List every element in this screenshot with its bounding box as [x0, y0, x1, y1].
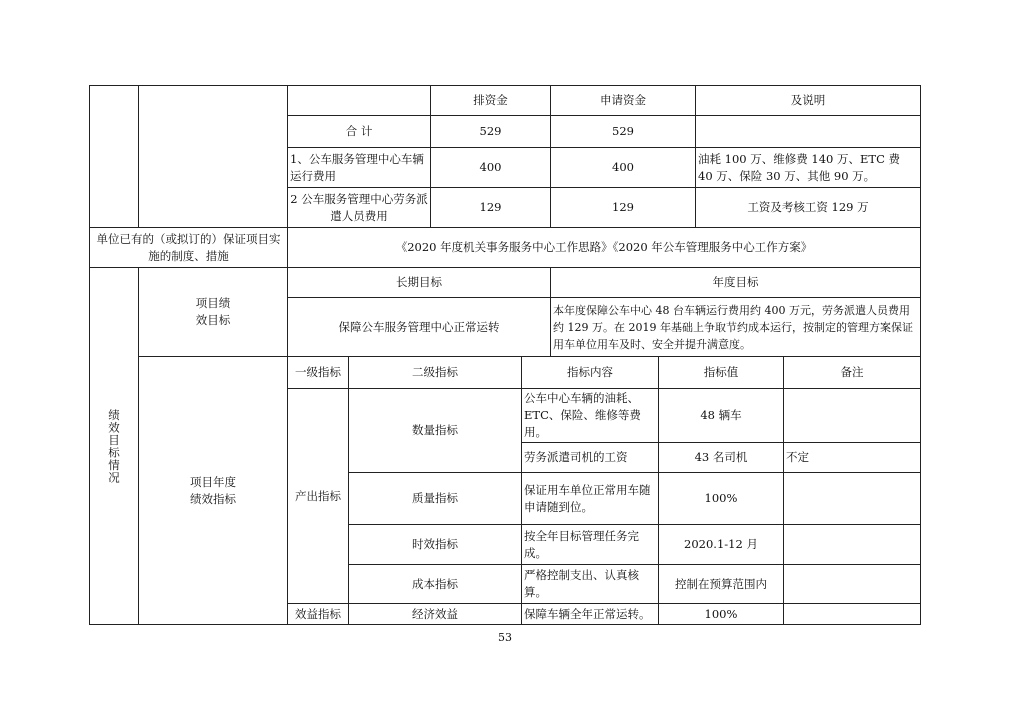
item-labor-arranged: 129	[430, 187, 550, 227]
total-label: 合 计	[287, 115, 430, 147]
header-applied-funds: 申请资金	[550, 85, 695, 115]
item-labor-applied: 129	[550, 187, 695, 227]
blank-cell-col1	[89, 85, 138, 227]
goal-label-text: 项目绩效目标	[195, 296, 231, 327]
indicator-note	[783, 603, 920, 624]
item-vehicle-applied: 400	[550, 147, 695, 187]
table-bottom-border	[89, 624, 921, 625]
header-notes: 及说明	[695, 85, 920, 115]
performance-side-label	[89, 267, 138, 624]
guarantee-label: 单位已有的（或拟订的）保证项目实施的制度、措施	[89, 227, 287, 267]
performance-side-text: 绩效目标情况	[107, 408, 121, 484]
header-level1: 一级指标	[287, 356, 348, 388]
indicator-content: 保证用车单位正常用车随申请随到位。	[521, 472, 658, 524]
indicator-note	[783, 388, 920, 442]
indicator-label-text: 项目年度绩效指标	[190, 474, 236, 506]
indicator-value: 100%	[658, 603, 783, 624]
goal-label	[138, 267, 287, 356]
blank-header-cell	[287, 85, 430, 115]
indicator-value: 43 名司机	[658, 442, 783, 472]
item-vehicle-arranged: 400	[430, 147, 550, 187]
indicator-note: 不定	[783, 442, 920, 472]
indicator-note	[783, 524, 920, 564]
item-labor-cost: 2 公车服务管理中心劳务派遣人员费用	[287, 187, 430, 227]
header-content: 指标内容	[521, 356, 658, 388]
indicator-label	[138, 356, 287, 624]
header-note: 备注	[783, 356, 920, 388]
item-labor-note: 工资及考核工资 129 万	[695, 187, 920, 227]
quality-indicator: 质量指标	[348, 472, 521, 524]
indicator-value: 控制在预算范围内	[658, 564, 783, 603]
output-indicator-label: 产出指标	[287, 388, 348, 603]
long-term-goal: 保障公车服务管理中心正常运转	[287, 297, 550, 356]
benefit-indicator-label: 效益指标	[287, 603, 348, 624]
timeliness-indicator: 时效指标	[348, 524, 521, 564]
economic-benefit-indicator: 经济效益	[348, 603, 521, 624]
indicator-value: 2020.1-12 月	[658, 524, 783, 564]
indicator-note	[783, 472, 920, 524]
item-vehicle-cost: 1、公车服务管理中心车辆运行费用	[287, 147, 430, 187]
indicator-content: 按全年目标管理任务完成。	[521, 524, 658, 564]
annual-header: 年度目标	[550, 267, 920, 297]
quantity-indicator: 数量指标	[348, 388, 521, 472]
annual-goal: 本年度保障公车中心 48 台车辆运行费用约 400 万元，劳务派遣人员费用约 129 万。在 2019 年基础上争取节约成本运行，按制定的管理方案保证用车单位用车及时、安全并提升满意度。	[550, 297, 920, 356]
table-right-border	[920, 85, 921, 624]
long-term-header: 长期目标	[287, 267, 550, 297]
item-vehicle-note: 油耗 100 万、维修费 140 万、ETC 费 40 万、保险 30 万、其他 90 万。	[695, 147, 920, 187]
header-level2: 二级指标	[348, 356, 521, 388]
header-arranged-funds: 排资金	[430, 85, 550, 115]
indicator-note	[783, 564, 920, 603]
total-applied: 529	[550, 115, 695, 147]
indicator-content: 劳务派遣司机的工资	[521, 442, 658, 472]
indicator-content: 严格控制支出、认真核算。	[521, 564, 658, 603]
page-number: 53	[498, 631, 512, 644]
total-note	[695, 115, 920, 147]
indicator-value: 48 辆车	[658, 388, 783, 442]
blank-cell-col2	[138, 85, 287, 227]
indicator-value: 100%	[658, 472, 783, 524]
indicator-content: 保障车辆全年正常运转。	[521, 603, 658, 624]
guarantee-value: 《2020 年度机关事务服务中心工作思路》《2020 年公车管理服务中心工作方案》	[287, 227, 920, 267]
header-value: 指标值	[658, 356, 783, 388]
cost-indicator: 成本指标	[348, 564, 521, 603]
total-arranged: 529	[430, 115, 550, 147]
indicator-content: 公车中心车辆的油耗、ETC、保险、维修等费用。	[521, 388, 658, 442]
